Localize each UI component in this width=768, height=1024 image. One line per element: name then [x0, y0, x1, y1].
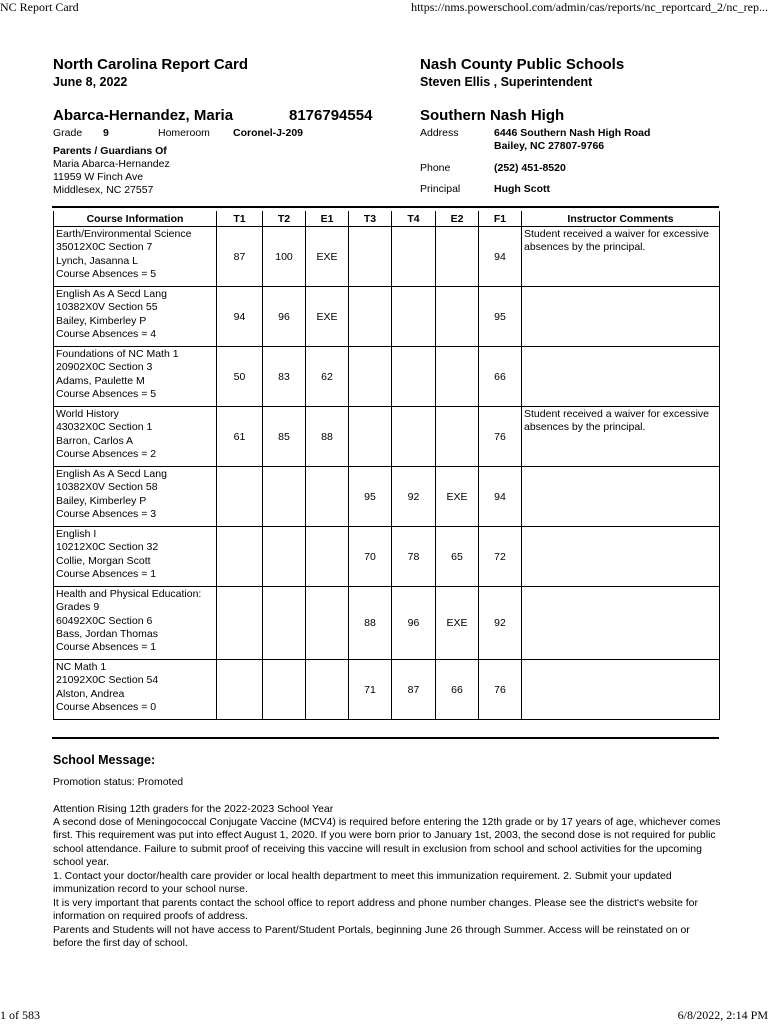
guardian-city: Middlesex, NC 27557: [53, 184, 154, 196]
course-info: [54, 347, 217, 407]
header-divider: [52, 206, 719, 208]
grade-t1: [217, 660, 263, 720]
course-info-line: 43032X0C Section 1: [56, 421, 153, 434]
grade-t2: [263, 527, 306, 587]
course-info-line: Foundations of NC Math 1: [56, 348, 179, 360]
grade-f1: 72: [479, 527, 522, 587]
grade-t4: 87: [392, 660, 436, 720]
grade-e1: EXE: [306, 227, 349, 287]
grade-f1: 66: [479, 347, 522, 407]
grade-e2: [436, 407, 479, 467]
course-info-line: English As A Secd Lang: [56, 468, 167, 480]
column-header: T1: [217, 211, 263, 227]
grade-e1: EXE: [306, 287, 349, 347]
instructor-comment: Student received a waiver for excessive absences by the principal.: [522, 407, 720, 467]
immunization-steps: 1. Contact your doctor/health care provider or local health department to meet this immunization requirement. 2. Submit your updated immunization record to your school nurse.: [53, 870, 672, 896]
course-info-line: 60492X0C Section 6: [56, 614, 153, 627]
browser-tab-title: NC Report Card: [0, 0, 79, 14]
course-info: [54, 227, 217, 287]
grade-t4: [392, 287, 436, 347]
course-info-line: Course Absences = 5: [56, 387, 157, 400]
guardians-label: Parents / Guardians Of: [53, 145, 167, 157]
report-date: June 8, 2022: [53, 75, 128, 89]
instructor-comment: [522, 587, 720, 660]
column-header: F1: [479, 211, 522, 227]
course-info-line: Alston, Andrea: [56, 687, 125, 700]
course-info-line: 10382X0V Section 55: [56, 301, 158, 314]
table-header-row: [54, 211, 720, 227]
course-row: [54, 527, 720, 587]
course-info-line: Course Absences = 2: [56, 447, 157, 460]
column-header: E2: [436, 211, 479, 227]
grade-t1: 61: [217, 407, 263, 467]
instructor-comment: [522, 467, 720, 527]
course-info: [54, 407, 217, 467]
guardian-name: Maria Abarca-Hernandez: [53, 158, 170, 170]
grade-t1: 50: [217, 347, 263, 407]
grade-e2: EXE: [436, 467, 479, 527]
portal-notice: Parents and Students will not have access to Parent/Student Portals, beginning June 26 through Summer. Access will be reinstated on or before the first day of school.: [53, 924, 690, 950]
grade-t3: [349, 347, 392, 407]
course-row: [54, 227, 720, 287]
course-info-line: 10212X0C Section 32: [56, 541, 159, 554]
grade-e2: EXE: [436, 587, 479, 660]
course-info-line: Course Absences = 5: [56, 267, 157, 280]
course-row: [54, 467, 720, 527]
grade-value: 9: [103, 127, 109, 139]
grade-t4: 78: [392, 527, 436, 587]
grade-e1: [306, 467, 349, 527]
grade-t4: [392, 347, 436, 407]
grade-t1: [217, 467, 263, 527]
grade-t3: [349, 407, 392, 467]
grade-t3: 71: [349, 660, 392, 720]
course-info-line: Course Absences = 1: [56, 567, 157, 580]
grade-label: Grade: [53, 127, 83, 139]
column-header: T3: [349, 211, 392, 227]
grades-table: [53, 211, 720, 720]
phone-value: (252) 451-8520: [494, 162, 566, 174]
school-message-title: School Message:: [53, 753, 156, 767]
instructor-comment: Student received a waiver for excessive absences by the principal.: [522, 227, 720, 287]
grade-e2: [436, 287, 479, 347]
course-info-line: 21092X0C Section 54: [56, 674, 159, 687]
course-info-line: 20902X0C Section 3: [56, 361, 153, 374]
address-line2: Bailey, NC 27807-9766: [494, 140, 605, 152]
grade-e2: 65: [436, 527, 479, 587]
course-info: [54, 587, 217, 660]
grade-t2: 96: [263, 287, 306, 347]
student-id: 8176794554: [289, 107, 373, 124]
table-bottom-divider: [52, 737, 719, 739]
course-info-line: Bailey, Kimberley P: [56, 314, 147, 327]
attention-line: Attention Rising 12th graders for the 2022-2023 School Year: [53, 803, 334, 815]
course-row: [54, 660, 720, 720]
grade-t2: 85: [263, 407, 306, 467]
grade-t4: 92: [392, 467, 436, 527]
course-info-line: English As A Secd Lang: [56, 288, 167, 300]
grade-t1: 94: [217, 287, 263, 347]
print-datetime: 6/8/2022, 2:14 PM: [677, 1008, 768, 1022]
grade-e1: [306, 587, 349, 660]
grade-e1: [306, 527, 349, 587]
instructor-comment: [522, 527, 720, 587]
course-info-line: Adams, Paulette M: [56, 374, 145, 387]
course-info-line: Barron, Carlos A: [56, 434, 134, 447]
course-info-line: Course Absences = 1: [56, 641, 157, 654]
column-header: Course Information: [54, 211, 217, 227]
grade-t4: [392, 407, 436, 467]
grade-f1: 94: [479, 227, 522, 287]
course-info-line: Course Absences = 3: [56, 507, 157, 520]
course-info-line: World History: [56, 408, 119, 420]
grade-t2: [263, 660, 306, 720]
grade-t4: 96: [392, 587, 436, 660]
grade-t3: [349, 227, 392, 287]
grade-f1: 92: [479, 587, 522, 660]
homeroom-label: Homeroom: [158, 127, 210, 139]
address-change-notice: It is very important that parents contact the school office to report address and phone number changes. Please see the district's website for information on required proofs of address.: [53, 897, 698, 923]
grade-t1: 87: [217, 227, 263, 287]
course-info: [54, 467, 217, 527]
grade-t2: 100: [263, 227, 306, 287]
course-row: [54, 347, 720, 407]
instructor-comment: [522, 287, 720, 347]
homeroom-value: Coronel-J-209: [233, 127, 304, 139]
course-info-line: Earth/Environmental Science: [56, 228, 192, 240]
course-row: [54, 587, 720, 660]
course-row: [54, 287, 720, 347]
course-info-line: English I: [56, 528, 97, 540]
address-line1: 6446 Southern Nash High Road: [494, 127, 651, 139]
course-info-line: Collie, Morgan Scott: [56, 554, 151, 567]
course-info: [54, 527, 217, 587]
browser-url[interactable]: https://nms.powerschool.com/admin/cas/reports/nc_reportcard_2/nc_rep...: [411, 0, 768, 14]
course-info: [54, 660, 217, 720]
grade-t3: 70: [349, 527, 392, 587]
grade-t3: 95: [349, 467, 392, 527]
course-info-line: 35012X0C Section 7: [56, 241, 153, 254]
vaccine-paragraph: A second dose of Meningococcal Conjugate Vaccine (MCV4) is required before entering the 12th grade or by 17 years of age, whichever comes first. This requirement was put into effect August 1, 2020. If you were born prior to January 1st, 2003, the second dose is not required for public school attendance. Failure to submit proof of receiving this vaccine will result in exclusion from school and school activities for the upcoming school year.: [53, 816, 721, 869]
column-header: E1: [306, 211, 349, 227]
guardian-street: 11959 W Finch Ave: [53, 171, 144, 183]
course-info-line: Bailey, Kimberley P: [56, 494, 147, 507]
course-info-line: Grades 9: [56, 601, 100, 614]
instructor-comment: [522, 660, 720, 720]
student-name: Abarca-Hernandez, Maria: [53, 107, 234, 124]
report-title: North Carolina Report Card: [53, 56, 249, 73]
school-name: Southern Nash High: [420, 107, 565, 124]
page-count: 1 of 583: [0, 1008, 40, 1022]
principal-value: Hugh Scott: [494, 183, 550, 195]
column-header: Instructor Comments: [522, 211, 720, 227]
course-info-line: 10382X0V Section 58: [56, 481, 158, 494]
grade-e2: 66: [436, 660, 479, 720]
superintendent: Steven Ellis , Superintendent: [420, 75, 593, 89]
course-row: [54, 407, 720, 467]
course-info-line: NC Math 1: [56, 661, 107, 673]
principal-label: Principal: [420, 183, 461, 195]
promotion-status: Promotion status: Promoted: [53, 776, 184, 788]
grade-e1: 88: [306, 407, 349, 467]
grade-t1: [217, 527, 263, 587]
grade-e1: 62: [306, 347, 349, 407]
grade-t3: 88: [349, 587, 392, 660]
grade-e1: [306, 660, 349, 720]
instructor-comment: [522, 347, 720, 407]
grade-t2: [263, 467, 306, 527]
grade-t2: 83: [263, 347, 306, 407]
grade-f1: 76: [479, 660, 522, 720]
grade-e2: [436, 227, 479, 287]
grade-t4: [392, 227, 436, 287]
column-header: T4: [392, 211, 436, 227]
address-label: Address: [420, 127, 459, 139]
grade-f1: 95: [479, 287, 522, 347]
grade-t3: [349, 287, 392, 347]
column-header: T2: [263, 211, 306, 227]
course-info-line: Health and Physical Education:: [56, 588, 202, 600]
phone-label: Phone: [420, 162, 451, 174]
course-info-line: Course Absences = 0: [56, 700, 157, 713]
course-info: [54, 287, 217, 347]
grade-t1: [217, 587, 263, 660]
course-info-line: Bass, Jordan Thomas: [56, 627, 158, 640]
grade-t2: [263, 587, 306, 660]
grade-f1: 94: [479, 467, 522, 527]
grade-e2: [436, 347, 479, 407]
course-info-line: Lynch, Jasanna L: [56, 254, 138, 267]
district-name: Nash County Public Schools: [420, 56, 625, 73]
grade-f1: 76: [479, 407, 522, 467]
course-info-line: Course Absences = 4: [56, 327, 157, 340]
